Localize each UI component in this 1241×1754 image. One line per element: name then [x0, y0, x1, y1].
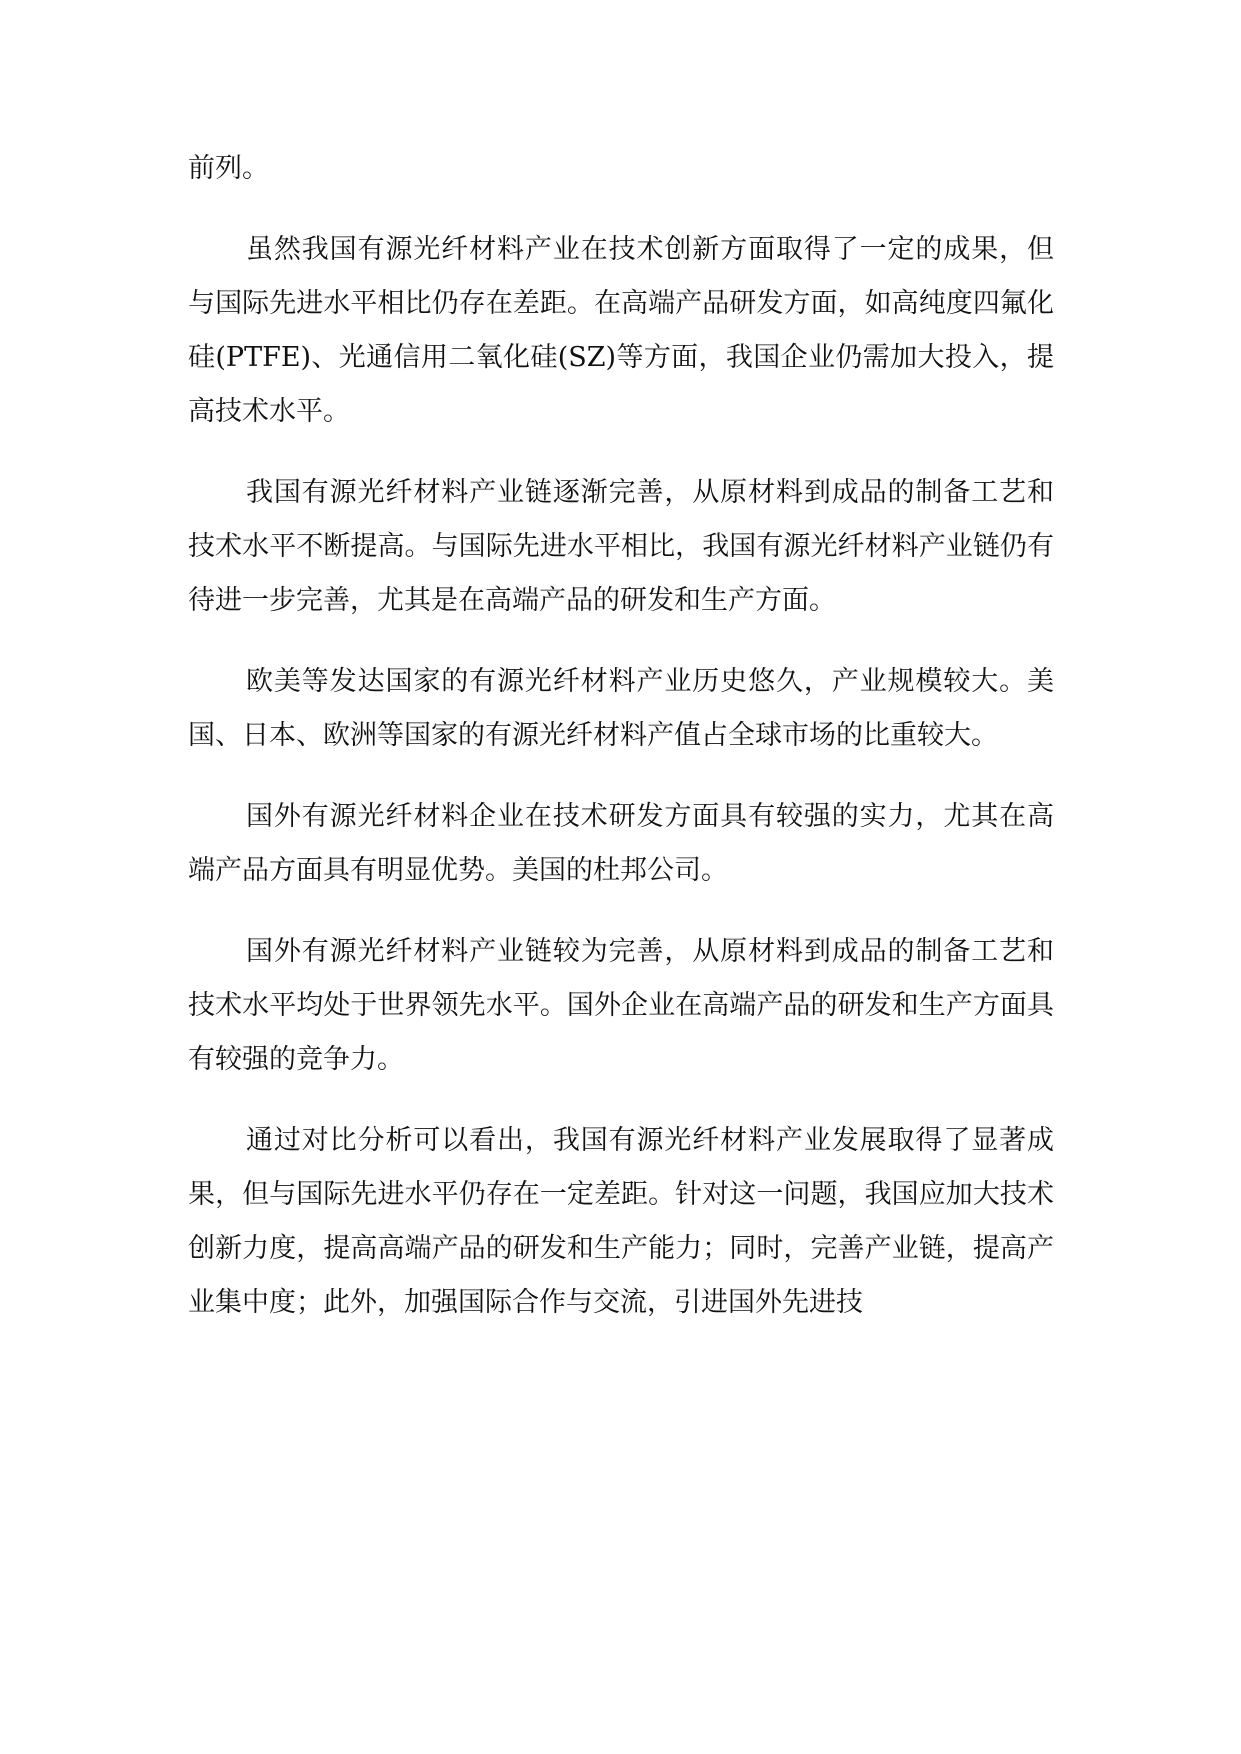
- paragraph-foreign-chain: 国外有源光纤材料产业链较为完善，从原材料到成品的制备工艺和技术水平均处于世界领先水平。国外企业在高端产品的研发和生产方面具有较强的竞争力。: [188, 936, 1054, 1075]
- paragraph-domestic-chain: 我国有源光纤材料产业链逐渐完善，从原材料到成品的制备工艺和技术水平不断提高。与国际先进水平相比，我国有源光纤材料产业链仍有待进一步完善，尤其是在高端产品的研发和生产方面。: [188, 477, 1054, 616]
- paragraph-domestic-innovation: 虽然我国有源光纤材料产业在技术创新方面取得了一定的成果，但与国际先进水平相比仍存在差距。在高端产品研发方面，如高纯度四氟化硅(PTFE)、光通信用二氧化硅(SZ)等方面，我国企业仍需加大投入，提高技术水平。: [188, 234, 1054, 427]
- paragraph-foreign-rd: 国外有源光纤材料企业在技术研发方面具有较强的实力，尤其在高端产品方面具有明显优势。美国的杜邦公司。: [188, 801, 1054, 886]
- document-body: [188, 142, 1054, 1357]
- paragraph-comparison-summary: 通过对比分析可以看出，我国有源光纤材料产业发展取得了显著成果，但与国际先进水平仍存在一定差距。针对这一问题，我国应加大技术创新力度，提高高端产品的研发和生产能力；同时，完善产业链，提高产业集中度；此外，加强国际合作与交流，引进国外先进技: [188, 1125, 1054, 1318]
- paragraph-continuation: 前列。: [188, 153, 269, 184]
- paragraph-foreign-history: 欧美等发达国家的有源光纤材料产业历史悠久，产业规模较大。美国、日本、欧洲等国家的有源光纤材料产值占全球市场的比重较大。: [188, 666, 1054, 751]
